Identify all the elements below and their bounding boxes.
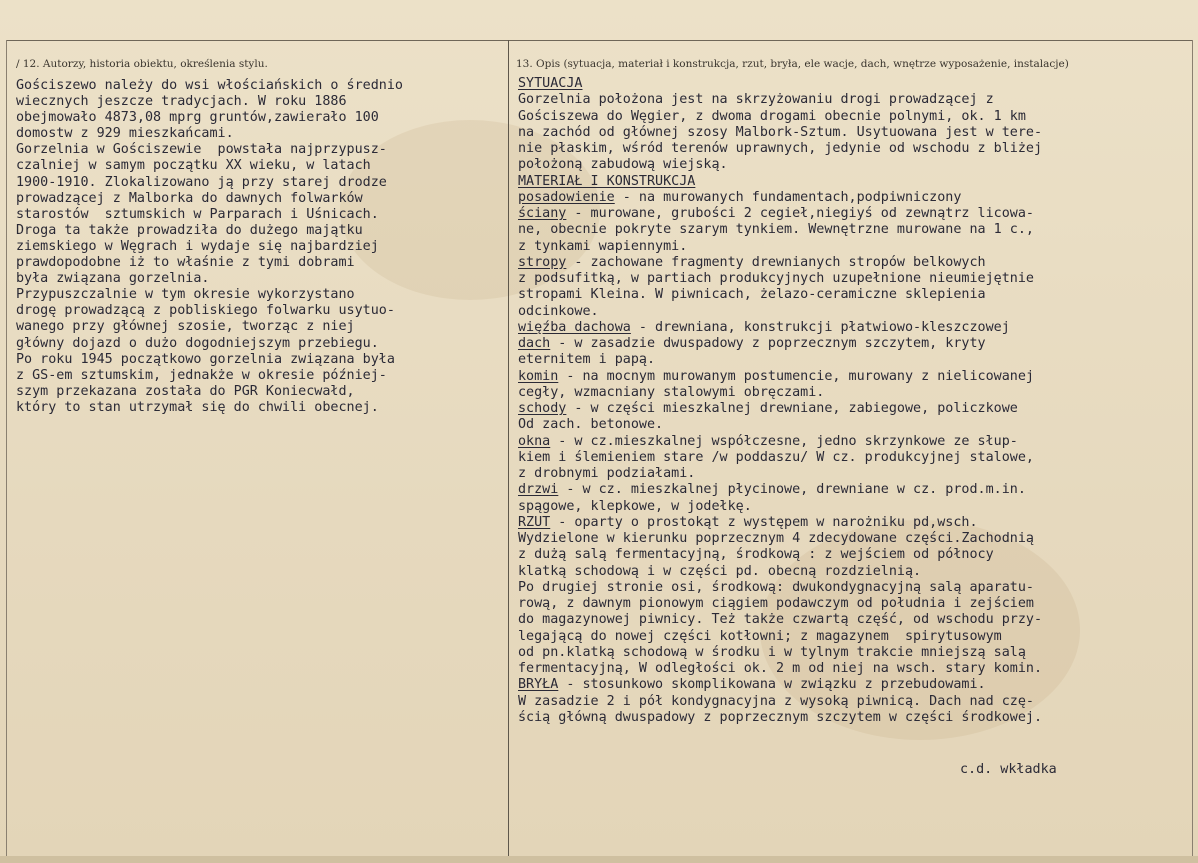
line-text: Gorzelnia położona jest na skrzyżowaniu drogi prowadzącej z [518,92,994,108]
line-text: rową, z dawnym pionowym ciągiem podawczym od południa i zejściem [518,596,1034,611]
line-text: z tynkami wapiennymi. [518,238,688,254]
line-text: eternitem i papą. [518,352,656,368]
line-text: cegły, wzmacniany stalowymi obręczami. [518,384,825,400]
history-text-line: Droga ta także prowadziła do dużego majątku [16,222,363,238]
description-text-line [518,694,1198,710]
description-text-line [518,369,1198,385]
line-text: Wydzielone w kierunku poprzecznym 4 zdecydowane części.Zachodnią [518,531,1034,546]
history-text-line: była związana gorzelnia. [16,271,210,287]
history-text-column [16,78,508,416]
description-text-line [518,466,1198,482]
description-text-line [518,710,1198,726]
history-text-line: szym przekazana została do PGR Koniecwałd, [16,383,355,399]
description-text-line [518,76,1198,92]
line-text: - murowane, grubości 2 cegieł,niegiyś od zewnątrz licowa- [566,206,1034,221]
line-text: stropami Kleina. W piwnicach, żelazo-ceramiczne sklepienia [518,287,986,303]
line-text: ścią główną dwuspadowy z poprzecznym szczytem w części środkowej. [518,709,1043,725]
description-text-line [518,450,1198,466]
line-text: - w zasadzie dwuspadowy z poprzecznym szczytem, kryty [550,336,986,351]
description-text-line [518,287,1198,303]
history-text-line: Gościszewo należy do wsi włościańskich o średnio [16,78,403,93]
line-text: legającą do nowej części kotłowni; z magazynem spirytusowym [518,628,1002,644]
description-text-line [518,92,1198,108]
line-text: Od zach. betonowe. [518,417,664,433]
line-text: z dużą salą fermentacyjną, środkową : z wejściem od północy [518,547,994,563]
description-text-line [518,499,1198,515]
description-text-line [518,596,1198,612]
description-text-line [518,174,1198,190]
underlined-heading: BRYŁA [518,677,559,693]
history-text-line: 1900-1910. Zlokalizowano ją przy starej drodze [16,174,387,190]
description-text-line [518,401,1198,417]
history-text-line: czalniej w samym początku XX wieku, w latach [16,158,371,174]
frame-top-line [6,40,1192,41]
history-text-line: który to stan utrzymał się do chwili obecnej. [16,399,379,415]
description-text-line [518,629,1198,645]
continuation-note: c.d. wkładka [960,762,1057,777]
history-text-line: z GS-em sztumskim, jednakże w okresie później- [16,367,387,383]
description-text-line [518,239,1198,255]
underlined-heading: MATERIAŁ I KONSTRUKCJA [518,173,696,189]
description-text-line [518,434,1198,450]
underlined-heading: więźba dachowa [518,319,631,335]
history-text-line: drogę prowadzącą z pobliskiego folwarku usytuo- [16,303,395,319]
history-text-line: domostw z 929 mieszkańcami. [16,126,234,142]
line-text: - na mocnym murowanym postumencie, murowany z nielicowanej [558,368,1034,384]
underlined-heading: stropy [518,254,567,270]
description-text-line [518,417,1198,433]
description-text-line [518,336,1198,352]
line-text: od pn.klatką schodową w środku i w tylnym trakcie mniejszą salą [518,644,1026,660]
line-text: położoną zabudową wiejską. [518,157,728,173]
description-text-line [518,515,1198,531]
history-text-line: starostów sztumskich w Parparach i Uśnicach. [16,206,379,222]
description-text-line [518,157,1198,173]
history-text-line: obejmowało 4873,08 mprg gruntów,zawierało 100 [16,110,379,126]
description-text-line [518,141,1198,157]
frame-bottom-edge [0,856,1198,863]
line-text: - zachowane fragmenty drewnianych stropów belkowych [566,254,986,270]
line-text: z drobnymi podziałami. [518,466,696,481]
underlined-heading: ściany [518,206,567,221]
description-text-line [518,531,1198,547]
history-text-line: ziemskiego w Węgrach i wydaje się najbardziej [16,238,379,254]
history-text-line: wanego przy głównej szosie, tworząc z niej [16,319,355,335]
line-text: kiem i ślemieniem stare /w poddaszu/ W cz. produkcyjnej stalowe, [518,449,1034,465]
history-text-line: Gorzelnia w Gościszewie powstała najprzypusz- [16,142,387,158]
description-text-line [518,271,1198,287]
line-text: - w cz.mieszkalnej współczesne, jedno skrzynkowe ze słup- [550,433,1018,449]
line-text: fermentacyjną, W odległości ok. 2 m od niej na wsch. stary komin. [518,661,1043,676]
description-text-line [518,320,1198,336]
underlined-heading: RZUT [518,514,551,530]
description-text-line [518,255,1198,271]
line-text: Po drugiej stronie osi, środkową: dwukondygnacyjną salą aparatu- [518,579,1034,595]
description-text-line [518,580,1198,596]
line-text: na zachód od głównej szosy Malbork-Sztum. Usytuowana jest w tere- [518,124,1043,140]
section-13-header: 13. Opis (sytuacja, materiał i konstrukcja, rzut, bryła, ele wacje, dach, wnętrze wyposażenie, instalacje) [516,58,1069,70]
section-12-header: / 12. Autorzy, historia obiektu, określenia stylu. [16,58,268,70]
underlined-heading: drzwi [518,482,559,498]
underlined-heading: okna [518,433,551,449]
underlined-heading: dach [518,336,551,351]
line-text: - oparty o prostokąt z występem w narożniku pd,wsch. [550,514,978,530]
line-text: z podsufitką, w partiach produkcyjnych uzupełnione nieumiejętnie [518,271,1034,286]
underlined-heading: posadowienie [518,189,615,205]
line-text: odcinkowe. [518,303,599,319]
line-text: - w cz. mieszkalnej płycinowe, drewniane w cz. prod.m.in. [558,482,1026,498]
description-text-line [518,645,1198,661]
description-text-line [518,612,1198,628]
description-text-line [518,564,1198,580]
history-text-line: prawdopodobne iż to właśnie z tymi dobrami [16,255,355,271]
line-text: klatką schodową i w części pd. obecną rozdzielnią. [518,563,922,579]
description-text-line [518,385,1198,401]
line-text: nie płaskim, wśród terenów uprawnych, jedynie od wschodu z bliżej [518,141,1043,156]
description-text-line [518,109,1198,125]
line-text: - w części mieszkalnej drewniane, zabiegowe, policzkowe [566,401,1018,416]
history-text-line: Przypuszczalnie w tym okresie wykorzystano [16,287,355,303]
description-text-line [518,661,1198,677]
line-text: - drewniana, konstrukcji płatwiowo-kleszczowej [630,319,1010,335]
description-text-line [518,222,1198,238]
column-divider [508,40,509,856]
line-text: do magazynowej piwnicy. Też także czwartą część, od wschodu przy- [518,612,1043,628]
description-text-line [518,190,1198,206]
description-text-line [518,547,1198,563]
history-text-line: główny dojazd o dużo dogodniejszym przebiegu. [16,335,379,351]
description-text-line [518,304,1198,320]
description-text-column [518,76,1198,726]
history-text-line: wiecznych jeszcze tradycjach. W roku 1886 [16,94,347,110]
description-text-line [518,125,1198,141]
description-text-line [518,352,1198,368]
underlined-heading: komin [518,368,559,384]
line-text: ne, obecnie pokryte szarym tynkiem. Wewnętrzne murowane na 1 c., [518,222,1034,238]
underlined-heading: schody [518,401,567,416]
line-text: - na murowanych fundamentach,podpiwniczony [614,189,962,205]
history-text-line: Po roku 1945 początkowo gorzelnia związana była [16,351,395,367]
line-text: W zasadzie 2 i pół kondygnacyjna z wysoką piwnicą. Dach nad czę- [518,693,1034,709]
line-text: spągowe, klepkowe, w jodełkę. [518,498,752,514]
history-text-line: prowadzącej z Malborka do dawnych folwarków [16,190,363,206]
line-text: - stosunkowo skomplikowana w związku z przebudowami. [558,677,986,693]
description-text-line [518,206,1198,222]
line-text: Gościszewa do Węgier, z dwoma drogami obecnie polnymi, ok. 1 km [518,108,1026,124]
description-text-line [518,677,1198,693]
underlined-heading: SYTUACJA [518,76,583,91]
description-text-line [518,482,1198,498]
frame-left-line [6,40,7,856]
